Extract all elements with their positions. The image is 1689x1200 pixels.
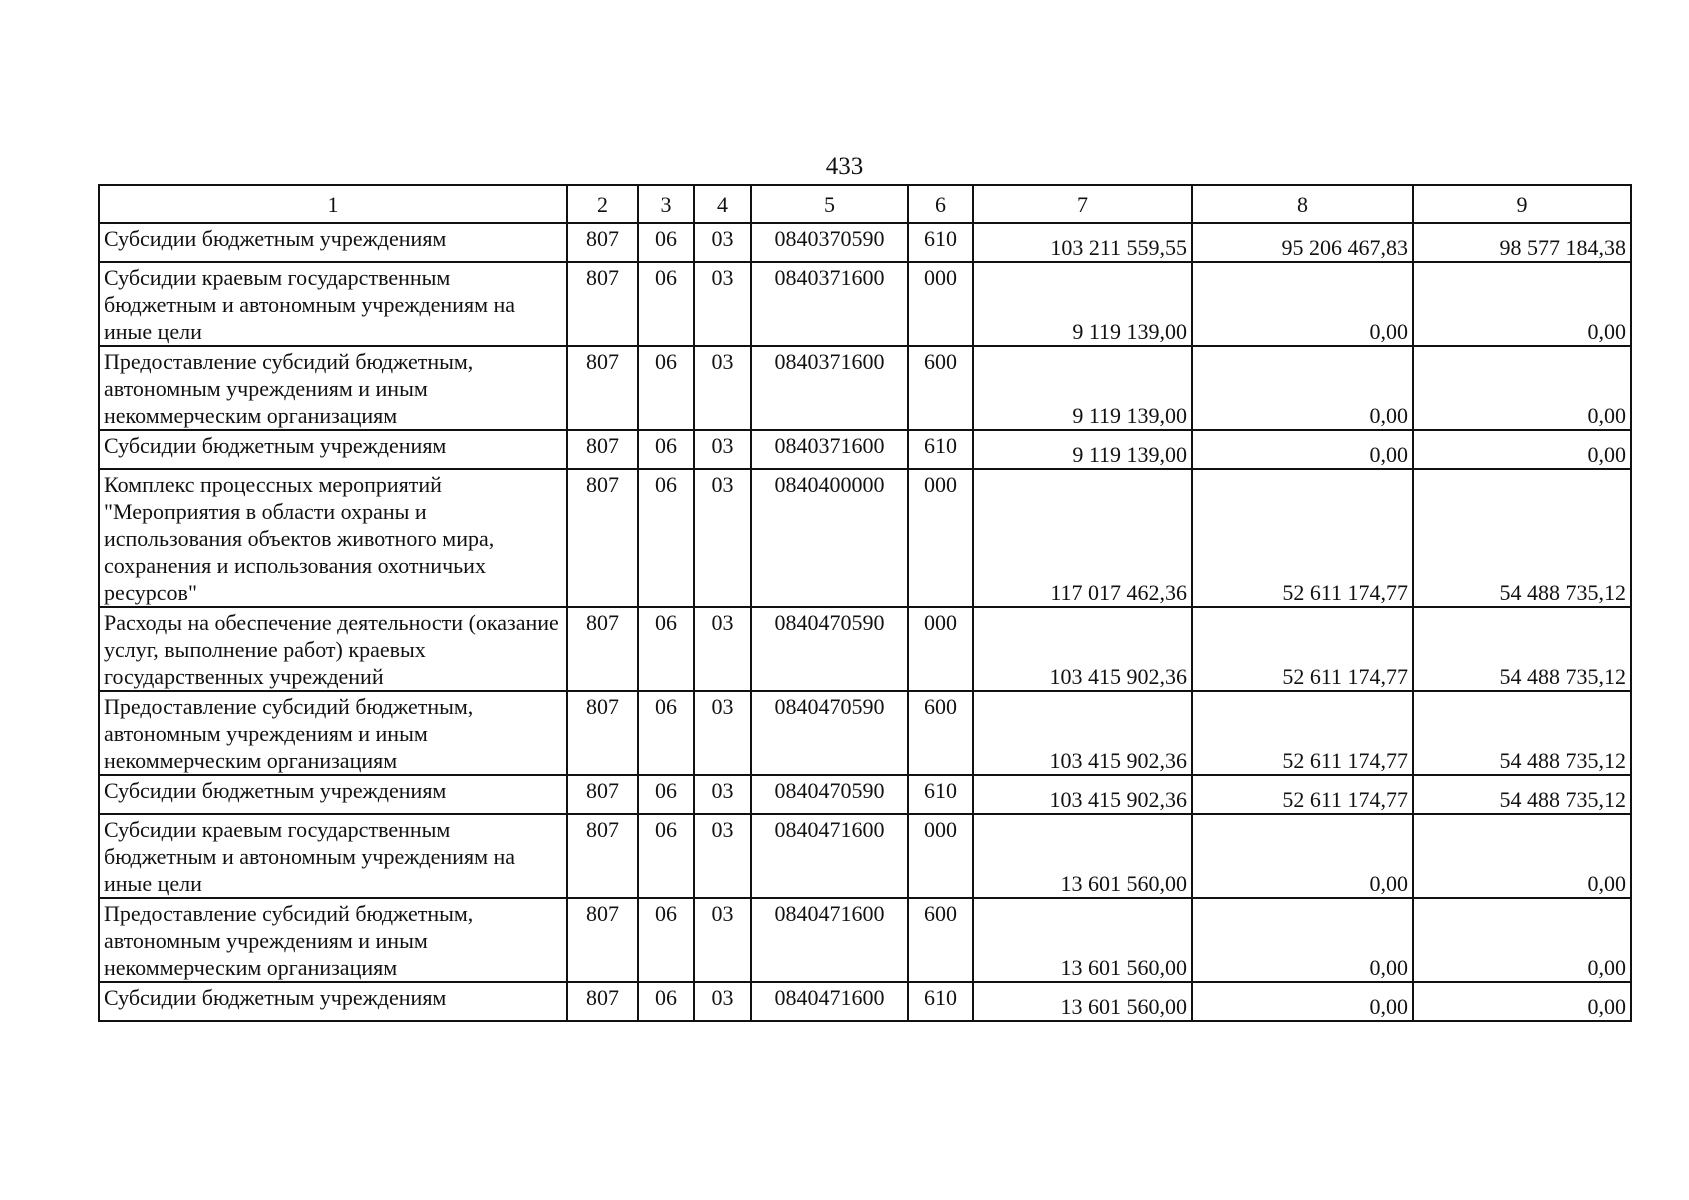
expense-name: Субсидии бюджетным учреждениям — [99, 223, 567, 262]
amount-col-7: 9 119 139,00 — [973, 430, 1192, 469]
expense-type-code: 000 — [908, 607, 973, 691]
header-row — [99, 185, 1631, 223]
amount-col-8: 0,00 — [1192, 898, 1413, 982]
subsection-code: 03 — [694, 469, 751, 607]
amount-col-7: 13 601 560,00 — [973, 814, 1192, 898]
table-row — [99, 346, 1631, 430]
expense-name: Предоставление субсидий бюджетным, автономным учреждениям и иным некоммерческим организациям — [99, 691, 567, 775]
amount-col-9: 54 488 735,12 — [1413, 607, 1631, 691]
target-article-code: 0840370590 — [751, 223, 908, 262]
expense-name: Субсидии краевым государственным бюджетным и автономным учреждениям на иные цели — [99, 262, 567, 346]
target-article-code: 0840471600 — [751, 898, 908, 982]
expense-name: Расходы на обеспечение деятельности (оказание услуг, выполнение работ) краевых государственных учреждений — [99, 607, 567, 691]
amount-col-9: 0,00 — [1413, 982, 1631, 1021]
target-article-code: 0840371600 — [751, 346, 908, 430]
table-row — [99, 607, 1631, 691]
subsection-code: 03 — [694, 607, 751, 691]
target-article-code: 0840400000 — [751, 469, 908, 607]
subsection-code: 03 — [694, 814, 751, 898]
ministry-code: 807 — [567, 691, 638, 775]
column-header: 7 — [973, 185, 1192, 223]
amount-col-7: 13 601 560,00 — [973, 982, 1192, 1021]
column-header: 6 — [908, 185, 973, 223]
column-header: 2 — [567, 185, 638, 223]
section-code: 06 — [638, 223, 694, 262]
column-header: 5 — [751, 185, 908, 223]
table-row — [99, 691, 1631, 775]
expense-name: Субсидии бюджетным учреждениям — [99, 775, 567, 814]
section-code: 06 — [638, 775, 694, 814]
subsection-code: 03 — [694, 691, 751, 775]
amount-col-9: 54 488 735,12 — [1413, 775, 1631, 814]
expense-type-code: 000 — [908, 814, 973, 898]
expense-type-code: 610 — [908, 982, 973, 1021]
target-article-code: 0840470590 — [751, 691, 908, 775]
ministry-code: 807 — [567, 469, 638, 607]
amount-col-7: 103 415 902,36 — [973, 775, 1192, 814]
column-header: 1 — [99, 185, 567, 223]
column-header: 9 — [1413, 185, 1631, 223]
amount-col-8: 52 611 174,77 — [1192, 607, 1413, 691]
section-code: 06 — [638, 262, 694, 346]
target-article-code: 0840371600 — [751, 262, 908, 346]
expense-type-code: 610 — [908, 223, 973, 262]
ministry-code: 807 — [567, 775, 638, 814]
subsection-code: 03 — [694, 346, 751, 430]
target-article-code: 0840471600 — [751, 814, 908, 898]
amount-col-9: 54 488 735,12 — [1413, 691, 1631, 775]
amount-col-7: 117 017 462,36 — [973, 469, 1192, 607]
amount-col-9: 0,00 — [1413, 898, 1631, 982]
amount-col-7: 13 601 560,00 — [973, 898, 1192, 982]
section-code: 06 — [638, 607, 694, 691]
amount-col-9: 0,00 — [1413, 814, 1631, 898]
expense-type-code: 610 — [908, 430, 973, 469]
column-header: 8 — [1192, 185, 1413, 223]
amount-col-9: 0,00 — [1413, 262, 1631, 346]
budget-table — [98, 184, 1632, 1022]
column-header: 4 — [694, 185, 751, 223]
amount-col-7: 103 211 559,55 — [973, 223, 1192, 262]
section-code: 06 — [638, 982, 694, 1021]
amount-col-9: 0,00 — [1413, 430, 1631, 469]
subsection-code: 03 — [694, 982, 751, 1021]
subsection-code: 03 — [694, 775, 751, 814]
amount-col-7: 9 119 139,00 — [973, 346, 1192, 430]
expense-type-code: 600 — [908, 346, 973, 430]
table-row — [99, 430, 1631, 469]
section-code: 06 — [638, 814, 694, 898]
column-header: 3 — [638, 185, 694, 223]
expense-type-code: 000 — [908, 469, 973, 607]
expense-name: Комплекс процессных мероприятий "Мероприятия в области охраны и использования объектов животного мира, сохранения и использования охотничьих ресурсов" — [99, 469, 567, 607]
table-row — [99, 982, 1631, 1021]
section-code: 06 — [638, 898, 694, 982]
page-number: 433 — [825, 153, 864, 180]
expense-type-code: 600 — [908, 691, 973, 775]
ministry-code: 807 — [567, 223, 638, 262]
ministry-code: 807 — [567, 982, 638, 1021]
target-article-code: 0840471600 — [751, 982, 908, 1021]
section-code: 06 — [638, 346, 694, 430]
table-row — [99, 898, 1631, 982]
subsection-code: 03 — [694, 262, 751, 346]
expense-type-code: 000 — [908, 262, 973, 346]
amount-col-9: 0,00 — [1413, 346, 1631, 430]
amount-col-8: 52 611 174,77 — [1192, 775, 1413, 814]
expense-name: Субсидии бюджетным учреждениям — [99, 430, 567, 469]
amount-col-8: 0,00 — [1192, 814, 1413, 898]
amount-col-8: 95 206 467,83 — [1192, 223, 1413, 262]
ministry-code: 807 — [567, 898, 638, 982]
amount-col-8: 0,00 — [1192, 262, 1413, 346]
amount-col-8: 0,00 — [1192, 430, 1413, 469]
subsection-code: 03 — [694, 430, 751, 469]
table-row — [99, 814, 1631, 898]
amount-col-9: 98 577 184,38 — [1413, 223, 1631, 262]
amount-col-8: 52 611 174,77 — [1192, 469, 1413, 607]
ministry-code: 807 — [567, 814, 638, 898]
amount-col-8: 0,00 — [1192, 982, 1413, 1021]
expense-type-code: 600 — [908, 898, 973, 982]
amount-col-8: 0,00 — [1192, 346, 1413, 430]
section-code: 06 — [638, 469, 694, 607]
target-article-code: 0840371600 — [751, 430, 908, 469]
amount-col-7: 103 415 902,36 — [973, 607, 1192, 691]
section-code: 06 — [638, 691, 694, 775]
amount-col-9: 54 488 735,12 — [1413, 469, 1631, 607]
expense-name: Субсидии бюджетным учреждениям — [99, 982, 567, 1021]
ministry-code: 807 — [567, 430, 638, 469]
expense-name: Предоставление субсидий бюджетным, автономным учреждениям и иным некоммерческим организациям — [99, 346, 567, 430]
target-article-code: 0840470590 — [751, 775, 908, 814]
subsection-code: 03 — [694, 223, 751, 262]
subsection-code: 03 — [694, 898, 751, 982]
table-row — [99, 223, 1631, 262]
expense-type-code: 610 — [908, 775, 973, 814]
table-row — [99, 775, 1631, 814]
expense-name: Предоставление субсидий бюджетным, автономным учреждениям и иным некоммерческим организациям — [99, 898, 567, 982]
ministry-code: 807 — [567, 262, 638, 346]
section-code: 06 — [638, 430, 694, 469]
expense-name: Субсидии краевым государственным бюджетным и автономным учреждениям на иные цели — [99, 814, 567, 898]
target-article-code: 0840470590 — [751, 607, 908, 691]
ministry-code: 807 — [567, 607, 638, 691]
amount-col-8: 52 611 174,77 — [1192, 691, 1413, 775]
ministry-code: 807 — [567, 346, 638, 430]
amount-col-7: 103 415 902,36 — [973, 691, 1192, 775]
amount-col-7: 9 119 139,00 — [973, 262, 1192, 346]
table-row — [99, 469, 1631, 607]
table-row — [99, 262, 1631, 346]
